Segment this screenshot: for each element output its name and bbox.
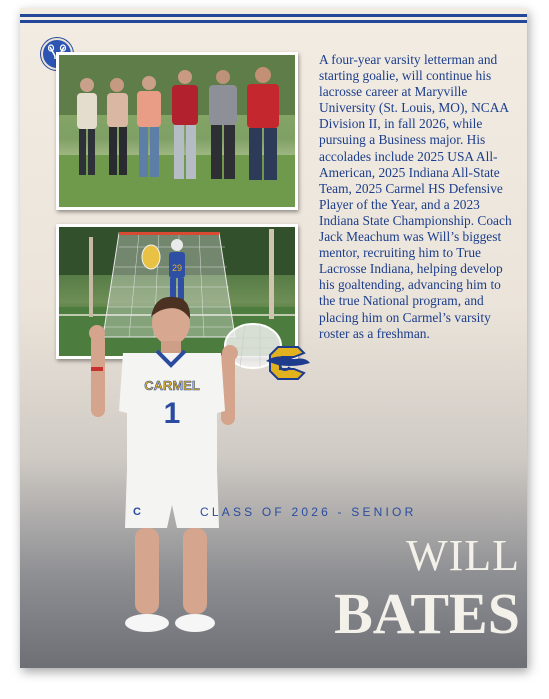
carmel-greyhound-logo-icon [264, 343, 312, 388]
top-stripe [20, 14, 527, 17]
jersey-team-text: CARMEL [144, 378, 200, 393]
jersey-number-text: 1 [163, 397, 181, 430]
family-photo [56, 52, 298, 210]
first-name: WILL [406, 531, 520, 580]
shorts-letter-text: C [133, 506, 141, 518]
bio-text: A four-year varsity letterman and starting goalie, will continue his lacrosse career at Maryville University (St. Louis, MO), NCAA Division II, in fall 2026, while pursuing a Business major. His accolades include 2025 USA All-American, 2025 Indiana All-State Team, 2025 Carmel HS Defensive Player of the Year, and a 2023 Indiana State Championship. Coach Jack Meachum was Will’s biggest mentor, recruiting him to True Lacrosse Indiana, helping develop his goaltending, advancing him to the true National program, and placing him on Carmel’s varsity roster as a freshman. [319, 52, 512, 341]
last-name: BATES [334, 581, 520, 646]
top-stripe-2 [20, 20, 527, 23]
senior-banner-card [20, 8, 527, 668]
class-of-label: CLASS OF 2026 - SENIOR [200, 505, 417, 519]
goalie-number-text: 29 [172, 263, 183, 273]
